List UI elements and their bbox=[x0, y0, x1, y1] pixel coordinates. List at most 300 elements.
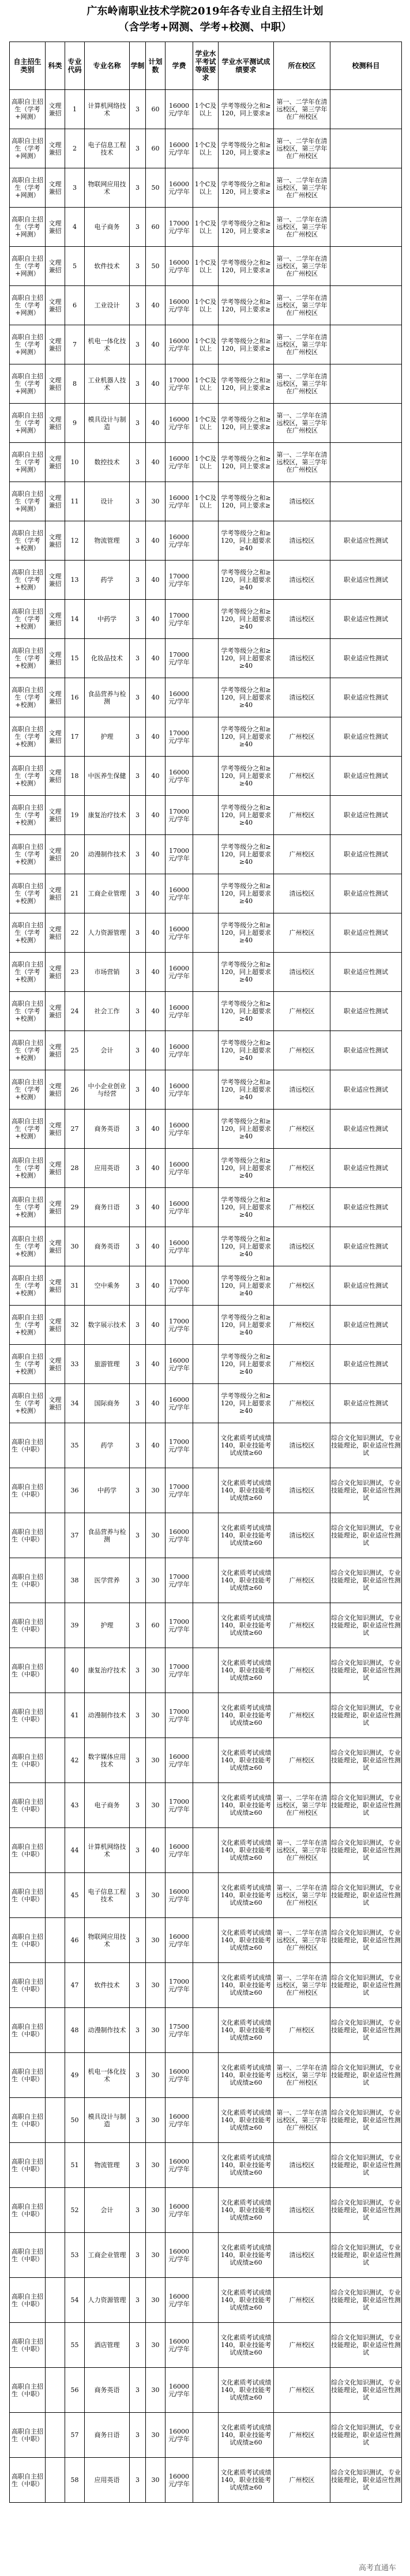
cell-quota: 40 bbox=[146, 1031, 165, 1070]
cell-major-code: 31 bbox=[65, 1266, 85, 1306]
cell-major-code: 39 bbox=[65, 1603, 85, 1648]
cell-major-code: 7 bbox=[65, 325, 85, 364]
cell-score-requirement: 学考等级分之和≥120，同上超要求≥40 bbox=[219, 874, 274, 913]
cell-major-code: 34 bbox=[65, 1384, 85, 1423]
cell-test-subjects: 综合文化知识测试，专业技能理论，职业适应性测试 bbox=[330, 2413, 402, 2458]
cell-score-requirement: 文化素质考试成绩140，职业技能考试成绩≥60 bbox=[219, 1558, 274, 1603]
cell-grade-requirement: 1个C及以上 bbox=[193, 129, 219, 168]
cell-test-subjects: 职业适应性测试 bbox=[330, 1188, 402, 1227]
cell-major-name: 数字媒体应用技术 bbox=[85, 1738, 130, 1783]
cell-tuition: 16000元/学年 bbox=[165, 2278, 193, 2323]
cell-major-name: 护理 bbox=[85, 717, 130, 757]
cell-grade-requirement bbox=[193, 2143, 219, 2188]
cell-duration: 3 bbox=[130, 482, 146, 521]
cell-quota: 40 bbox=[146, 364, 165, 404]
cell-major-name: 模具设计与制造 bbox=[85, 404, 130, 443]
cell-major-code: 18 bbox=[65, 757, 85, 796]
cell-major-name: 应用英语 bbox=[85, 2458, 130, 2503]
cell-campus: 第一、二学年在清远校区，第三学年在广州校区 bbox=[274, 1873, 330, 1918]
cell-category: 高职自主招生（中职） bbox=[10, 2098, 46, 2143]
cell-category: 高职自主招生（学考+校测） bbox=[10, 1266, 46, 1306]
cell-duration: 3 bbox=[130, 129, 146, 168]
cell-duration: 3 bbox=[130, 1648, 146, 1693]
cell-test-subjects: 综合文化知识测试，专业技能理论，职业适应性测试 bbox=[330, 2323, 402, 2368]
cell-test-subjects bbox=[330, 90, 402, 129]
cell-duration: 3 bbox=[130, 953, 146, 992]
cell-campus: 清远校区 bbox=[274, 2143, 330, 2188]
cell-quota: 30 bbox=[146, 1918, 165, 1963]
cell-subject-type bbox=[46, 1513, 65, 1558]
cell-major-code: 12 bbox=[65, 521, 85, 561]
cell-score-requirement: 文化素质考试成绩140，职业技能考试成绩≥60 bbox=[219, 2143, 274, 2188]
cell-tuition: 17000元/学年 bbox=[165, 1693, 193, 1738]
cell-major-code: 51 bbox=[65, 2143, 85, 2188]
cell-duration: 3 bbox=[130, 1513, 146, 1558]
cell-category: 高职自主招生（学考+校测） bbox=[10, 913, 46, 953]
cell-major-name: 电子信息工程技术 bbox=[85, 1873, 130, 1918]
table-row bbox=[10, 874, 402, 913]
cell-campus: 广州校区 bbox=[274, 1149, 330, 1188]
cell-test-subjects bbox=[330, 404, 402, 443]
cell-subject-type bbox=[46, 2143, 65, 2188]
header-major-name: 专业名称 bbox=[85, 42, 130, 90]
cell-category: 高职自主招生（中职） bbox=[10, 1873, 46, 1918]
cell-subject-type: 文理兼招 bbox=[46, 639, 65, 678]
cell-tuition: 17000元/学年 bbox=[165, 1558, 193, 1603]
cell-duration: 3 bbox=[130, 1783, 146, 1828]
cell-quota: 30 bbox=[146, 2323, 165, 2368]
cell-campus: 清远校区 bbox=[274, 678, 330, 717]
table-row bbox=[10, 1783, 402, 1828]
cell-tuition: 17000元/学年 bbox=[165, 1266, 193, 1306]
cell-category: 高职自主招生（学考+校测） bbox=[10, 1031, 46, 1070]
cell-quota: 40 bbox=[146, 443, 165, 482]
cell-subject-type: 文理兼招 bbox=[46, 364, 65, 404]
cell-duration: 3 bbox=[130, 796, 146, 835]
cell-category: 高职自主招生（学考+校测） bbox=[10, 1149, 46, 1188]
table-row bbox=[10, 325, 402, 364]
cell-category: 高职自主招生（中职） bbox=[10, 2233, 46, 2278]
cell-tuition: 16000元/学年 bbox=[165, 2233, 193, 2278]
cell-grade-requirement bbox=[193, 1513, 219, 1558]
cell-score-requirement: 学考等级分之和≥120，同上超要求≥40 bbox=[219, 1188, 274, 1227]
cell-major-name: 药学 bbox=[85, 1423, 130, 1468]
cell-grade-requirement bbox=[193, 2053, 219, 2098]
cell-campus: 第一、二学年在清远校区，第三学年在广州校区 bbox=[274, 1828, 330, 1873]
cell-tuition: 16000元/学年 bbox=[165, 678, 193, 717]
cell-grade-requirement bbox=[193, 521, 219, 561]
cell-score-requirement: 文化素质考试成绩140，职业技能考试成绩≥60 bbox=[219, 2188, 274, 2233]
table-row bbox=[10, 2233, 402, 2278]
cell-tuition: 16000元/学年 bbox=[165, 2053, 193, 2098]
cell-major-code: 52 bbox=[65, 2188, 85, 2233]
cell-major-name: 化妆品技术 bbox=[85, 639, 130, 678]
cell-score-requirement: 文化素质考试成绩140，职业技能考试成绩≥60 bbox=[219, 2233, 274, 2278]
cell-campus: 清远校区 bbox=[274, 953, 330, 992]
cell-quota: 30 bbox=[146, 1468, 165, 1513]
cell-duration: 3 bbox=[130, 1345, 146, 1384]
cell-quota: 40 bbox=[146, 1110, 165, 1149]
cell-score-requirement: 文化素质考试成绩140，职业技能考试成绩≥60 bbox=[219, 1828, 274, 1873]
cell-grade-requirement bbox=[193, 2413, 219, 2458]
cell-subject-type: 文理兼招 bbox=[46, 1149, 65, 1188]
cell-major-name: 中药学 bbox=[85, 600, 130, 639]
cell-test-subjects: 职业适应性测试 bbox=[330, 874, 402, 913]
cell-duration: 3 bbox=[130, 561, 146, 600]
cell-category: 高职自主招生（中职） bbox=[10, 1738, 46, 1783]
cell-subject-type: 文理兼招 bbox=[46, 1188, 65, 1227]
cell-score-requirement: 学考等级分之和≥120，同上超要求≥40 bbox=[219, 992, 274, 1031]
cell-score-requirement: 学考等级分之和≥120，同上要求≥ bbox=[219, 208, 274, 247]
cell-duration: 3 bbox=[130, 168, 146, 208]
cell-subject-type: 文理兼招 bbox=[46, 521, 65, 561]
cell-grade-requirement bbox=[193, 1070, 219, 1110]
cell-campus: 清远校区 bbox=[274, 1227, 330, 1266]
cell-score-requirement: 学考等级分之和≥120，同上超要求≥40 bbox=[219, 1306, 274, 1345]
cell-score-requirement: 学考等级分之和≥120，同上要求≥ bbox=[219, 168, 274, 208]
cell-grade-requirement bbox=[193, 2233, 219, 2278]
cell-campus: 广州校区 bbox=[274, 1738, 330, 1783]
cell-subject-type bbox=[46, 2098, 65, 2143]
cell-major-name: 市场营销 bbox=[85, 953, 130, 992]
cell-test-subjects: 职业适应性测试 bbox=[330, 1227, 402, 1266]
cell-tuition: 16000元/学年 bbox=[165, 2098, 193, 2143]
cell-campus: 广州校区 bbox=[274, 2458, 330, 2503]
cell-subject-type: 文理兼招 bbox=[46, 247, 65, 286]
header-campus: 所在校区 bbox=[274, 42, 330, 90]
cell-campus: 第一、二学年在清远校区，第三学年在广州校区 bbox=[274, 247, 330, 286]
cell-tuition: 16000元/学年 bbox=[165, 1188, 193, 1227]
table-row bbox=[10, 1266, 402, 1306]
cell-subject-type: 文理兼招 bbox=[46, 325, 65, 364]
cell-test-subjects: 职业适应性测试 bbox=[330, 1031, 402, 1070]
cell-grade-requirement bbox=[193, 1345, 219, 1384]
cell-score-requirement: 学考等级分之和≥120，同上要求≥ bbox=[219, 364, 274, 404]
cell-score-requirement: 文化素质考试成绩140，职业技能考试成绩≥60 bbox=[219, 2368, 274, 2413]
cell-major-name: 工业设计 bbox=[85, 286, 130, 325]
cell-major-code: 48 bbox=[65, 2008, 85, 2053]
cell-major-name: 旅游管理 bbox=[85, 1345, 130, 1384]
cell-grade-requirement bbox=[193, 1963, 219, 2008]
cell-category: 高职自主招生（学考+校测） bbox=[10, 874, 46, 913]
cell-category: 高职自主招生（学考+校测） bbox=[10, 521, 46, 561]
cell-category: 高职自主招生（学考+网测） bbox=[10, 168, 46, 208]
cell-test-subjects: 综合文化知识测试，专业技能理论，职业适应性测试 bbox=[330, 1468, 402, 1513]
cell-grade-requirement bbox=[193, 1648, 219, 1693]
table-row bbox=[10, 2323, 402, 2368]
cell-category: 高职自主招生（学考+网测） bbox=[10, 247, 46, 286]
cell-major-code: 2 bbox=[65, 129, 85, 168]
cell-score-requirement: 文化素质考试成绩140，职业技能考试成绩≥60 bbox=[219, 1603, 274, 1648]
cell-category: 高职自主招生（中职） bbox=[10, 2053, 46, 2098]
cell-score-requirement: 文化素质考试成绩140，职业技能考试成绩≥60 bbox=[219, 1423, 274, 1468]
cell-test-subjects: 综合文化知识测试，专业技能理论，职业适应性测试 bbox=[330, 1603, 402, 1648]
cell-quota: 40 bbox=[146, 953, 165, 992]
cell-score-requirement: 学考等级分之和≥120，同上超要求≥40 bbox=[219, 1110, 274, 1149]
cell-duration: 3 bbox=[130, 1468, 146, 1513]
cell-campus: 第一、二学年在清远校区，第三学年在广州校区 bbox=[274, 443, 330, 482]
cell-quota: 40 bbox=[146, 600, 165, 639]
cell-major-name: 数字展示技术 bbox=[85, 1306, 130, 1345]
cell-test-subjects: 综合文化知识测试，专业技能理论，职业适应性测试 bbox=[330, 1963, 402, 2008]
cell-score-requirement: 学考等级分之和≥120，同上要求≥ bbox=[219, 325, 274, 364]
cell-test-subjects bbox=[330, 286, 402, 325]
cell-tuition: 16000元/学年 bbox=[165, 404, 193, 443]
cell-subject-type bbox=[46, 1558, 65, 1603]
cell-test-subjects bbox=[330, 168, 402, 208]
cell-test-subjects: 综合文化知识测试，专业技能理论，职业适应性测试 bbox=[330, 1693, 402, 1738]
cell-major-code: 33 bbox=[65, 1345, 85, 1384]
cell-score-requirement: 学考等级分之和≥120，同上超要求≥40 bbox=[219, 1266, 274, 1306]
cell-category: 高职自主招生（中职） bbox=[10, 2458, 46, 2503]
cell-quota: 30 bbox=[146, 2188, 165, 2233]
cell-category: 高职自主招生（学考+校测） bbox=[10, 717, 46, 757]
cell-major-name: 计算机网络技术 bbox=[85, 90, 130, 129]
cell-duration: 3 bbox=[130, 1266, 146, 1306]
cell-category: 高职自主招生（学考+校测） bbox=[10, 1345, 46, 1384]
cell-category: 高职自主招生（中职） bbox=[10, 1468, 46, 1513]
cell-test-subjects: 综合文化知识测试，专业技能理论，职业适应性测试 bbox=[330, 1918, 402, 1963]
cell-major-code: 19 bbox=[65, 796, 85, 835]
cell-grade-requirement bbox=[193, 913, 219, 953]
cell-major-code: 8 bbox=[65, 364, 85, 404]
cell-tuition: 16000元/学年 bbox=[165, 90, 193, 129]
cell-major-name: 工商企业管理 bbox=[85, 2233, 130, 2278]
table-row bbox=[10, 2278, 402, 2323]
cell-subject-type bbox=[46, 1783, 65, 1828]
header-major-code: 专业代码 bbox=[65, 42, 85, 90]
cell-tuition: 17500元/学年 bbox=[165, 2008, 193, 2053]
cell-campus: 第一、二学年在清远校区，第三学年在广州校区 bbox=[274, 208, 330, 247]
cell-test-subjects bbox=[330, 129, 402, 168]
cell-category: 高职自主招生（中职） bbox=[10, 2323, 46, 2368]
cell-subject-type: 文理兼招 bbox=[46, 482, 65, 521]
cell-major-name: 工业机器人技术 bbox=[85, 364, 130, 404]
table-row bbox=[10, 639, 402, 678]
cell-major-name: 设计 bbox=[85, 482, 130, 521]
cell-campus: 清远校区 bbox=[274, 561, 330, 600]
cell-major-name: 工商企业管理 bbox=[85, 874, 130, 913]
cell-subject-type bbox=[46, 2278, 65, 2323]
cell-major-name: 物联网应用技术 bbox=[85, 168, 130, 208]
cell-test-subjects: 综合文化知识测试，专业技能理论，职业适应性测试 bbox=[330, 1738, 402, 1783]
cell-test-subjects: 综合文化知识测试，专业技能理论，职业适应性测试 bbox=[330, 2233, 402, 2278]
cell-tuition: 16000元/学年 bbox=[165, 482, 193, 521]
table-row bbox=[10, 364, 402, 404]
cell-test-subjects: 职业适应性测试 bbox=[330, 835, 402, 874]
cell-grade-requirement: 1个C及以上 bbox=[193, 90, 219, 129]
cell-major-name: 会计 bbox=[85, 2188, 130, 2233]
cell-subject-type: 文理兼招 bbox=[46, 757, 65, 796]
cell-quota: 40 bbox=[146, 521, 165, 561]
cell-score-requirement: 学考等级分之和≥120，同上超要求≥40 bbox=[219, 521, 274, 561]
cell-tuition: 17000元/学年 bbox=[165, 561, 193, 600]
table-row bbox=[10, 1384, 402, 1423]
table-row bbox=[10, 2368, 402, 2413]
cell-score-requirement: 文化素质考试成绩140，职业技能考试成绩≥60 bbox=[219, 2098, 274, 2143]
cell-quota: 30 bbox=[146, 2233, 165, 2278]
cell-test-subjects: 职业适应性测试 bbox=[330, 913, 402, 953]
enrollment-plan-table bbox=[9, 42, 402, 2503]
cell-tuition: 16000元/学年 bbox=[165, 1513, 193, 1558]
cell-major-name: 软件技术 bbox=[85, 1963, 130, 2008]
cell-campus: 广州校区 bbox=[274, 1648, 330, 1693]
cell-campus: 清远校区 bbox=[274, 1513, 330, 1558]
cell-quota: 40 bbox=[146, 1266, 165, 1306]
cell-duration: 3 bbox=[130, 2323, 146, 2368]
cell-duration: 3 bbox=[130, 1110, 146, 1149]
cell-subject-type bbox=[46, 2368, 65, 2413]
cell-test-subjects: 综合文化知识测试，专业技能理论，职业适应性测试 bbox=[330, 2053, 402, 2098]
cell-major-name: 动漫制作技术 bbox=[85, 2008, 130, 2053]
table-row bbox=[10, 1603, 402, 1648]
cell-campus: 清远校区 bbox=[274, 639, 330, 678]
cell-quota: 40 bbox=[146, 286, 165, 325]
cell-major-code: 3 bbox=[65, 168, 85, 208]
cell-duration: 3 bbox=[130, 717, 146, 757]
cell-major-code: 41 bbox=[65, 1693, 85, 1738]
cell-major-code: 22 bbox=[65, 913, 85, 953]
cell-duration: 3 bbox=[130, 364, 146, 404]
cell-duration: 3 bbox=[130, 1384, 146, 1423]
cell-test-subjects bbox=[330, 443, 402, 482]
cell-subject-type: 文理兼招 bbox=[46, 835, 65, 874]
cell-test-subjects: 综合文化知识测试，专业技能理论，职业适应性测试 bbox=[330, 1783, 402, 1828]
cell-major-name: 国际商务 bbox=[85, 1384, 130, 1423]
cell-test-subjects: 职业适应性测试 bbox=[330, 992, 402, 1031]
cell-tuition: 16000元/学年 bbox=[165, 874, 193, 913]
header-grade-requirement: 学业水平考试等级要求 bbox=[193, 42, 219, 90]
cell-grade-requirement bbox=[193, 1031, 219, 1070]
cell-major-name: 社会工作 bbox=[85, 992, 130, 1031]
table-row bbox=[10, 2098, 402, 2143]
cell-grade-requirement bbox=[193, 1266, 219, 1306]
cell-tuition: 16000元/学年 bbox=[165, 953, 193, 992]
cell-tuition: 16000元/学年 bbox=[165, 1070, 193, 1110]
cell-score-requirement: 文化素质考试成绩140，职业技能考试成绩≥60 bbox=[219, 1468, 274, 1513]
cell-test-subjects: 综合文化知识测试，专业技能理论，职业适应性测试 bbox=[330, 1873, 402, 1918]
cell-quota: 40 bbox=[146, 1188, 165, 1227]
cell-subject-type: 文理兼招 bbox=[46, 208, 65, 247]
cell-major-name: 模具设计与制造 bbox=[85, 2098, 130, 2143]
cell-score-requirement: 学考等级分之和≥120，同上要求≥ bbox=[219, 247, 274, 286]
cell-quota: 40 bbox=[146, 639, 165, 678]
cell-tuition: 16000元/学年 bbox=[165, 1227, 193, 1266]
table-row bbox=[10, 1828, 402, 1873]
cell-grade-requirement bbox=[193, 953, 219, 992]
cell-test-subjects: 职业适应性测试 bbox=[330, 1384, 402, 1423]
cell-tuition: 17000元/学年 bbox=[165, 1468, 193, 1513]
cell-major-code: 17 bbox=[65, 717, 85, 757]
cell-quota: 30 bbox=[146, 482, 165, 521]
cell-duration: 3 bbox=[130, 757, 146, 796]
cell-grade-requirement bbox=[193, 796, 219, 835]
table-row bbox=[10, 1918, 402, 1963]
cell-tuition: 16000元/学年 bbox=[165, 1031, 193, 1070]
cell-campus: 清远校区 bbox=[274, 1423, 330, 1468]
cell-test-subjects: 职业适应性测试 bbox=[330, 757, 402, 796]
cell-score-requirement: 学考等级分之和≥120，同上要求≥ bbox=[219, 129, 274, 168]
cell-score-requirement: 学考等级分之和≥120，同上超要求≥40 bbox=[219, 1384, 274, 1423]
cell-major-code: 42 bbox=[65, 1738, 85, 1783]
cell-quota: 40 bbox=[146, 1149, 165, 1188]
table-row bbox=[10, 1110, 402, 1149]
cell-category: 高职自主招生（中职） bbox=[10, 1558, 46, 1603]
cell-category: 高职自主招生（中职） bbox=[10, 1693, 46, 1738]
table-row bbox=[10, 2143, 402, 2188]
cell-subject-type: 文理兼招 bbox=[46, 874, 65, 913]
cell-grade-requirement bbox=[193, 2008, 219, 2053]
cell-category: 高职自主招生（学考+校测） bbox=[10, 561, 46, 600]
cell-subject-type bbox=[46, 1918, 65, 1963]
cell-major-name: 电子信息工程技术 bbox=[85, 129, 130, 168]
cell-major-name: 药学 bbox=[85, 561, 130, 600]
cell-duration: 3 bbox=[130, 404, 146, 443]
cell-tuition: 16000元/学年 bbox=[165, 521, 193, 561]
cell-major-code: 13 bbox=[65, 561, 85, 600]
cell-duration: 3 bbox=[130, 2098, 146, 2143]
cell-score-requirement: 学考等级分之和≥120，同上超要求≥40 bbox=[219, 1070, 274, 1110]
cell-major-code: 47 bbox=[65, 1963, 85, 2008]
cell-score-requirement: 文化素质考试成绩140，职业技能考试成绩≥60 bbox=[219, 2278, 274, 2323]
table-row bbox=[10, 1188, 402, 1227]
cell-subject-type: 文理兼招 bbox=[46, 1384, 65, 1423]
cell-tuition: 16000元/学年 bbox=[165, 1873, 193, 1918]
table-row bbox=[10, 1031, 402, 1070]
cell-score-requirement: 学考等级分之和≥120，同上超要求≥40 bbox=[219, 678, 274, 717]
cell-campus: 广州校区 bbox=[274, 2413, 330, 2458]
cell-subject-type bbox=[46, 1693, 65, 1738]
cell-category: 高职自主招生（中职） bbox=[10, 2143, 46, 2188]
cell-campus: 第一、二学年在清远校区，第三学年在广州校区 bbox=[274, 1918, 330, 1963]
cell-score-requirement: 学考等级分之和≥120，同上要求≥ bbox=[219, 482, 274, 521]
cell-quota: 40 bbox=[146, 1306, 165, 1345]
cell-score-requirement: 学考等级分之和≥120，同上超要求≥40 bbox=[219, 953, 274, 992]
table-row bbox=[10, 1345, 402, 1384]
cell-grade-requirement bbox=[193, 874, 219, 913]
cell-subject-type bbox=[46, 1828, 65, 1873]
cell-category: 高职自主招生（中职） bbox=[10, 2008, 46, 2053]
cell-subject-type: 文理兼招 bbox=[46, 404, 65, 443]
cell-category: 高职自主招生（学考+校测） bbox=[10, 1070, 46, 1110]
cell-grade-requirement: 1个C及以上 bbox=[193, 286, 219, 325]
cell-subject-type bbox=[46, 2188, 65, 2233]
cell-quota: 40 bbox=[146, 992, 165, 1031]
cell-quota: 30 bbox=[146, 2053, 165, 2098]
cell-score-requirement: 文化素质考试成绩140，职业技能考试成绩≥60 bbox=[219, 1783, 274, 1828]
cell-score-requirement: 文化素质考试成绩140，职业技能考试成绩≥60 bbox=[219, 1513, 274, 1558]
cell-score-requirement: 文化素质考试成绩140，职业技能考试成绩≥60 bbox=[219, 2458, 274, 2503]
cell-duration: 3 bbox=[130, 2368, 146, 2413]
cell-grade-requirement: 1个C及以上 bbox=[193, 443, 219, 482]
cell-quota: 60 bbox=[146, 129, 165, 168]
cell-test-subjects bbox=[330, 482, 402, 521]
cell-grade-requirement bbox=[193, 1149, 219, 1188]
cell-category: 高职自主招生（学考+校测） bbox=[10, 678, 46, 717]
cell-major-name: 人力资源管理 bbox=[85, 913, 130, 953]
cell-subject-type bbox=[46, 2233, 65, 2278]
cell-campus: 清远校区 bbox=[274, 521, 330, 561]
cell-category: 高职自主招生（学考+校测） bbox=[10, 796, 46, 835]
cell-category: 高职自主招生（学考+校测） bbox=[10, 1306, 46, 1345]
header-score-requirement: 学业水平测试成绩要求 bbox=[219, 42, 274, 90]
cell-major-code: 35 bbox=[65, 1423, 85, 1468]
cell-tuition: 16000元/学年 bbox=[165, 1384, 193, 1423]
table-row bbox=[10, 1513, 402, 1558]
table-row bbox=[10, 404, 402, 443]
cell-grade-requirement bbox=[193, 1828, 219, 1873]
cell-major-code: 15 bbox=[65, 639, 85, 678]
